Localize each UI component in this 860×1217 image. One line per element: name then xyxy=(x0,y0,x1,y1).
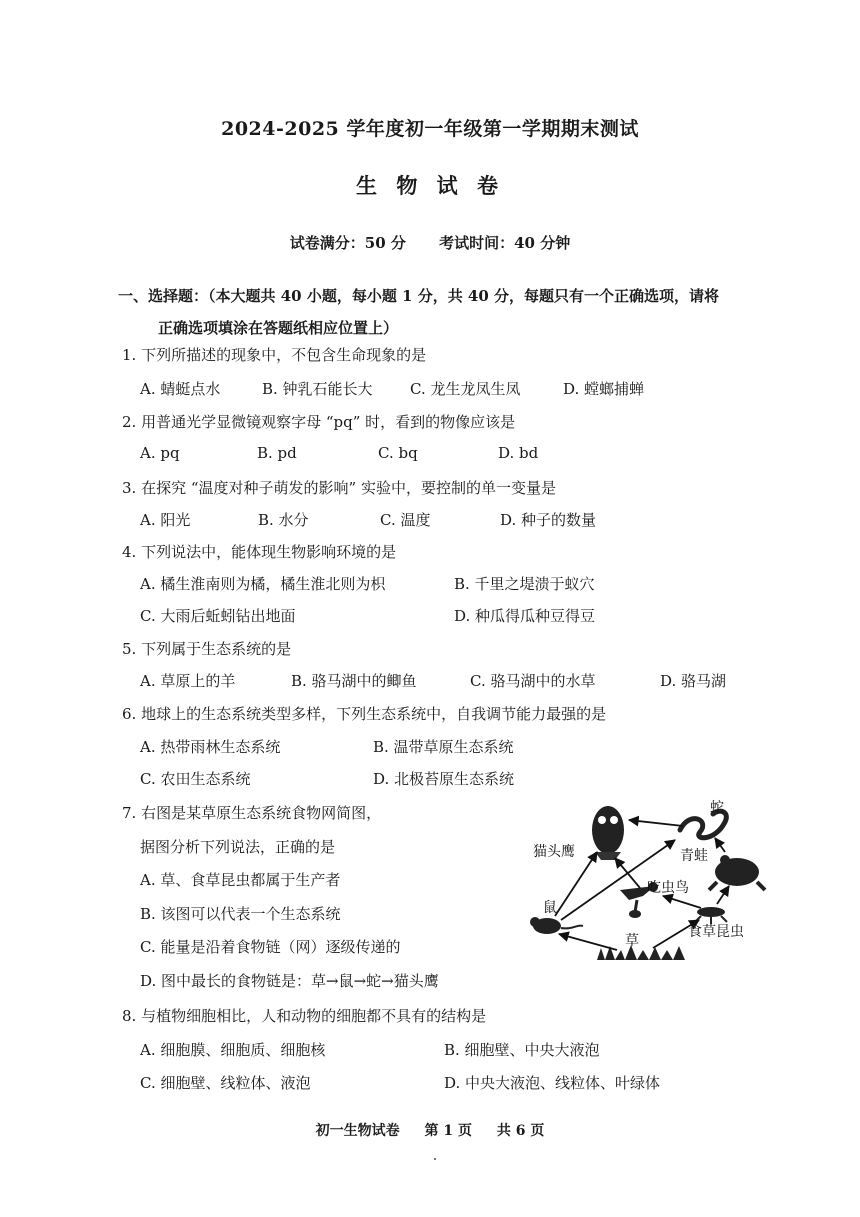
question-4-option-b: B. 千里之堤溃于蚁穴 xyxy=(454,575,595,593)
question-6-stem: 6. 地球上的生态系统类型多样，下列生态系统中，自我调节能力最强的是 xyxy=(122,705,607,723)
question-2-option-d: D. bd xyxy=(498,444,539,462)
question-7-stem-line2: 据图分析下列说法，正确的是 xyxy=(140,838,336,856)
label-frog: 青蛙 xyxy=(680,848,708,864)
question-7-option-d: D. 图中最长的食物链是：草→鼠→蛇→猫头鹰 xyxy=(140,972,439,990)
question-3-option-d: D. 种子的数量 xyxy=(500,511,597,529)
footer-total-pages: 共 6 页 xyxy=(496,1123,545,1139)
mouse-icon xyxy=(530,917,583,934)
question-3-option-b: B. 水分 xyxy=(258,511,309,529)
question-7-option-b: B. 该图可以代表一个生态系统 xyxy=(140,905,341,923)
exam-title: 2024-2025 学年度初一年级第一学期期末测试 xyxy=(221,118,639,140)
exam-meta xyxy=(0,232,860,253)
question-5-option-d: D. 骆马湖 xyxy=(660,672,727,690)
question-8-option-a: A. 细胞膜、细胞质、细胞核 xyxy=(140,1041,326,1059)
question-4-option-d: D. 种瓜得瓜种豆得豆 xyxy=(454,607,596,625)
frog-icon xyxy=(709,855,765,890)
label-grass: 草 xyxy=(625,933,639,949)
question-3-stem: 3. 在探究 “温度对种子萌发的影响” 实验中，要控制的单一变量是 xyxy=(122,479,556,497)
scan-speck xyxy=(434,1158,436,1160)
question-6-option-b: B. 温带草原生态系统 xyxy=(373,738,514,756)
question-2-stem: 2. 用普通光学显微镜观察字母 “pq” 时，看到的物像应该是 xyxy=(122,413,516,431)
question-1-stem: 1. 下列所描述的现象中，不包含生命现象的是 xyxy=(122,346,427,364)
question-7-option-c: C. 能量是沿着食物链（网）逐级传递的 xyxy=(140,938,401,956)
question-8-stem: 8. 与植物细胞相比，人和动物的细胞都不具有的结构是 xyxy=(122,1007,487,1025)
question-6-option-a: A. 热带雨林生态系统 xyxy=(140,738,281,756)
question-8-option-d: D. 中央大液泡、线粒体、叶绿体 xyxy=(444,1074,661,1092)
question-2-option-b: B. pd xyxy=(257,444,297,462)
footer-subject: 初一生物试卷 xyxy=(315,1123,400,1139)
question-1-option-b: B. 钟乳石能长大 xyxy=(262,380,373,398)
question-1-option-c: C. 龙生龙凤生凤 xyxy=(410,380,521,398)
question-5-option-a: A. 草原上的羊 xyxy=(140,672,236,690)
question-3-option-c: C. 温度 xyxy=(380,511,431,529)
question-2-option-a: A. pq xyxy=(140,444,180,462)
question-5-stem: 5. 下列属于生态系统的是 xyxy=(122,640,292,658)
section-title-line2: 正确选项填涂在答题纸相应位置上） xyxy=(158,319,399,337)
section-heading xyxy=(118,280,768,344)
question-3-option-a: A. 阳光 xyxy=(140,511,191,529)
footer-page-number: 第 1 页 xyxy=(424,1123,472,1139)
label-owl: 猫头鹰 xyxy=(533,844,575,860)
question-6-option-d: D. 北极苔原生态系统 xyxy=(373,770,515,788)
question-5-option-b: B. 骆马湖中的鲫鱼 xyxy=(291,672,417,690)
label-insect: 食草昆虫 xyxy=(688,924,744,940)
question-4-stem: 4. 下列说法中，能体现生物影响环境的是 xyxy=(122,543,397,561)
question-8-option-b: B. 细胞壁、中央大液泡 xyxy=(444,1041,600,1059)
question-4-option-a: A. 橘生淮南则为橘，橘生淮北则为枳 xyxy=(140,575,386,593)
question-6-option-c: C. 农田生态系统 xyxy=(140,770,251,788)
question-7-stem-line1: 7. 右图是某草原生态系统食物网简图， xyxy=(122,804,382,822)
label-mouse: 鼠 xyxy=(543,900,557,916)
score-info: 试卷满分：50 分 xyxy=(289,234,406,252)
label-snake: 蛇 xyxy=(710,800,724,816)
question-7-option-a: A. 草、食草昆虫都属于生产者 xyxy=(140,871,341,889)
time-info: 考试时间：40 分钟 xyxy=(439,234,571,252)
exam-subtitle: 生 物 试 卷 xyxy=(356,173,504,198)
page-footer xyxy=(0,1120,860,1140)
insect-icon xyxy=(695,907,727,924)
question-4-option-c: C. 大雨后蚯蚓钻出地面 xyxy=(140,607,296,625)
section-title-line1: 一、选择题：（本大题共 40 小题，每小题 1 分，共 40 分，每题只有一个正确选项，请将 xyxy=(118,287,720,305)
question-5-option-c: C. 骆马湖中的水草 xyxy=(470,672,596,690)
question-1-option-d: D. 螳螂捕蝉 xyxy=(563,380,645,398)
question-2-option-c: C. bq xyxy=(378,444,418,462)
question-8-option-c: C. 细胞壁、线粒体、液泡 xyxy=(140,1074,311,1092)
question-1-option-a: A. 蜻蜓点水 xyxy=(140,380,221,398)
label-bird: 吃虫鸟 xyxy=(647,880,689,896)
food-web-diagram xyxy=(525,790,775,970)
